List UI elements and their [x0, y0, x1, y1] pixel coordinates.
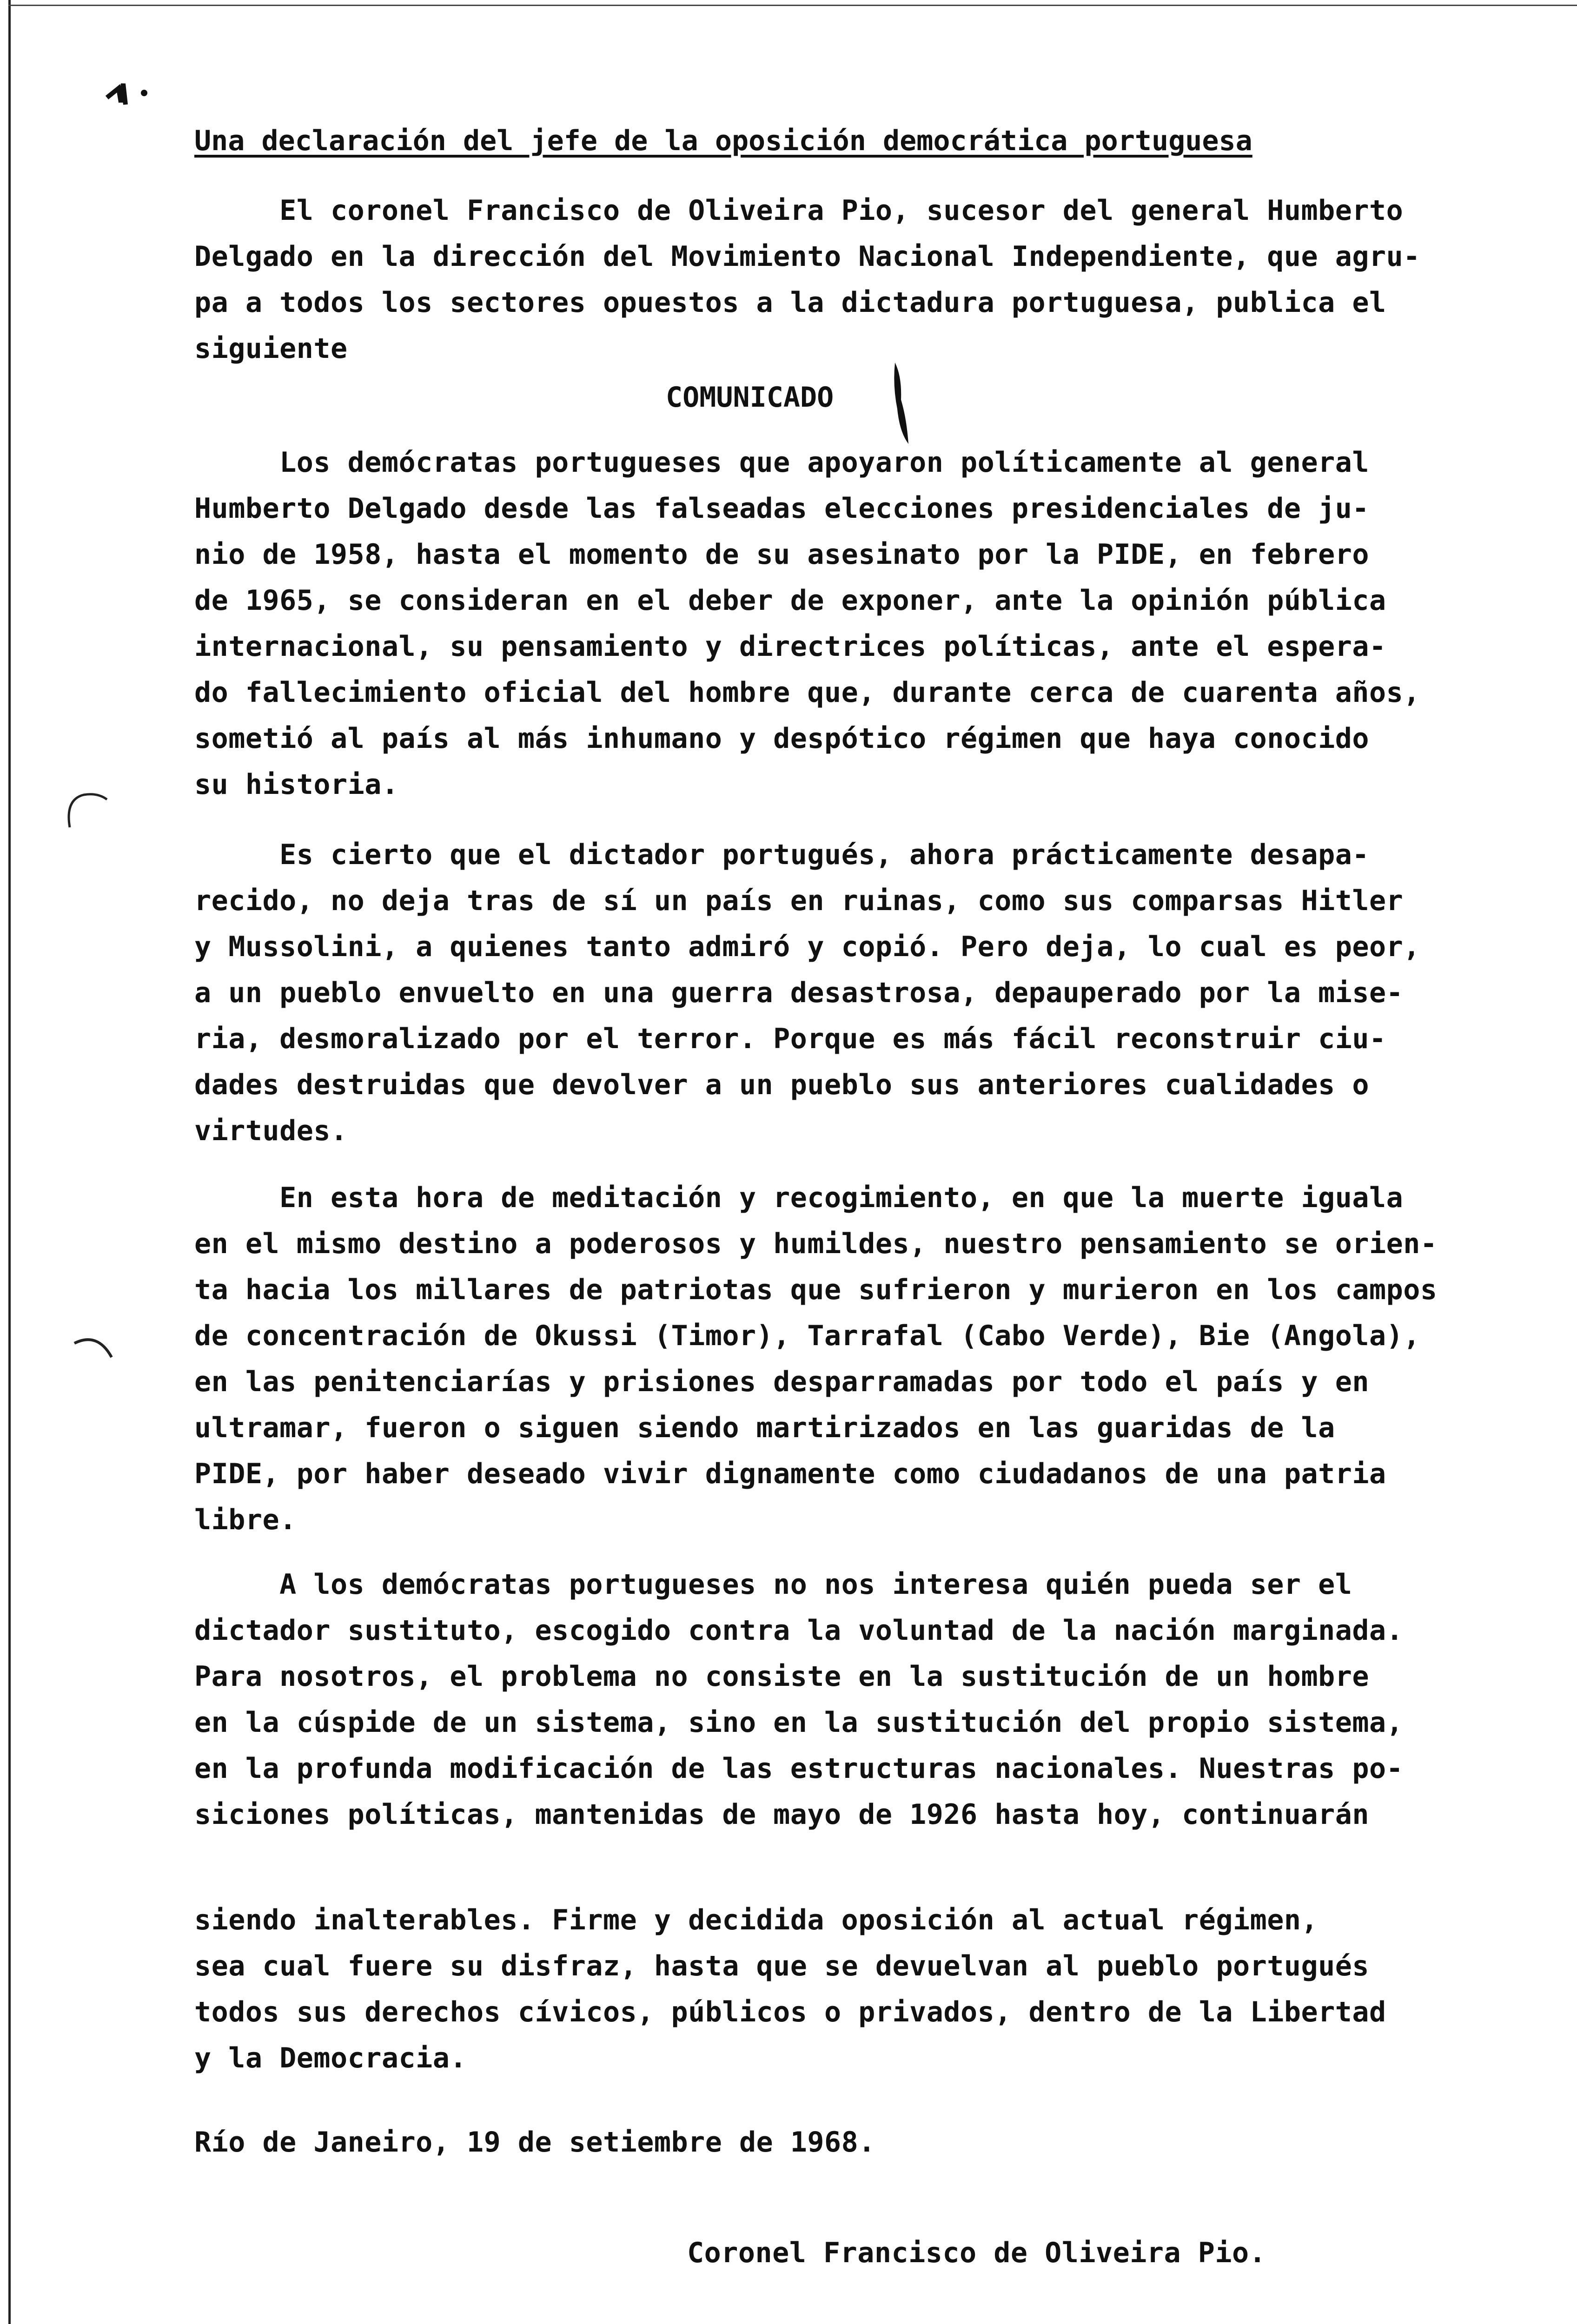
page-top-edge: [8, 5, 1577, 6]
paragraph-1: [194, 440, 1420, 808]
paragraph-line: ultramar, fueron o siguen siendo martirizados en las guaridas de la: [194, 1412, 1335, 1444]
paragraph-line: de 1965, se consideran en el deber de exponer, ante la opinión pública: [194, 584, 1386, 617]
paragraph-line: Es cierto que el dictador portugués, ahora prácticamente desapa-: [194, 838, 1369, 871]
page-left-edge: [8, 0, 11, 2324]
paragraph-line: Humberto Delgado desde las falseadas elecciones presidenciales de ju-: [194, 492, 1369, 525]
paragraph-line: do fallecimiento oficial del hombre que, durante cerca de cuarenta años,: [194, 676, 1420, 709]
paragraph-4: [194, 1562, 1403, 1838]
document-title: Una declaración del jefe de la oposición democrática portuguesa: [194, 125, 1252, 157]
corner-ink-mark: [98, 70, 167, 112]
paragraph-line: a un pueblo envuelto en una guerra desastrosa, depauperado por la mise-: [194, 977, 1404, 1009]
paragraph-line: A los demócratas portugueses no nos interesa quién pueda ser el: [194, 1568, 1352, 1601]
paragraph-line: su historia.: [194, 768, 399, 801]
paragraph-line: todos sus derechos cívicos, públicos o privados, dentro de la Libertad: [194, 1996, 1386, 2028]
paragraph-line: dictador sustituto, escogido contra la voluntad de la nación marginada.: [194, 1614, 1404, 1647]
margin-hole-mark-2: [70, 1329, 121, 1367]
intro-line: pa a todos los sectores opuestos a la dictadura portuguesa, publica el: [194, 286, 1386, 319]
paragraph-5: [194, 1897, 1386, 2081]
intro-paragraph: [194, 188, 1420, 372]
intro-line: El coronel Francisco de Oliveira Pio, sucesor del general Humberto: [194, 194, 1404, 227]
paragraph-line: en las penitenciarías y prisiones desparramadas por todo el país y en: [194, 1366, 1369, 1398]
communique-heading: COMUNICADO: [666, 381, 834, 414]
paragraph-line: dades destruidas que devolver a un pueblo sus anteriores cualidades o: [194, 1069, 1369, 1101]
paragraph-line: sea cual fuere su disfraz, hasta que se devuelvan al pueblo portugués: [194, 1950, 1369, 1982]
paragraph-line: ria, desmoralizado por el terror. Porque es más fácil reconstruir ciu-: [194, 1023, 1386, 1055]
paragraph-line: y la Democracia.: [194, 2042, 467, 2074]
paragraph-2: [194, 832, 1420, 1154]
paragraph-line: siendo inalterables. Firme y decidida oposición al actual régimen,: [194, 1904, 1319, 1936]
intro-line: siguiente: [194, 332, 348, 365]
paragraph-line: nio de 1958, hasta el momento de su asesinato por la PIDE, en febrero: [194, 538, 1369, 571]
paragraph-3: [194, 1175, 1437, 1543]
paragraph-line: Los demócratas portugueses que apoyaron políticamente al general: [194, 446, 1369, 479]
paragraph-line: internacional, su pensamiento y directrices políticas, ante el espera-: [194, 630, 1386, 663]
ink-blot-mark: [893, 363, 911, 446]
signature: Coronel Francisco de Oliveira Pio.: [687, 2237, 1266, 2269]
paragraph-line: sometió al país al más inhumano y despótico régimen que haya conocido: [194, 722, 1369, 755]
paragraph-line: virtudes.: [194, 1115, 348, 1147]
paragraph-line: en la profunda modificación de las estructuras nacionales. Nuestras po-: [194, 1752, 1404, 1785]
paragraph-line: siciones políticas, mantenidas de mayo de 1926 hasta hoy, continuarán: [194, 1798, 1369, 1831]
margin-hole-mark-1: [56, 781, 116, 832]
paragraph-line: ta hacia los millares de patriotas que sufrieron y murieron en los campos: [194, 1274, 1438, 1306]
paragraph-line: y Mussolini, a quienes tanto admiró y copió. Pero deja, lo cual es peor,: [194, 931, 1420, 963]
paragraph-line: de concentración de Okussi (Timor), Tarrafal (Cabo Verde), Bie (Angola),: [194, 1320, 1420, 1352]
paragraph-line: recido, no deja tras de sí un país en ruinas, como sus comparsas Hitler: [194, 885, 1404, 917]
intro-line: Delgado en la dirección del Movimiento Nacional Independiente, que agru-: [194, 240, 1420, 273]
dateline: Río de Janeiro, 19 de setiembre de 1968.: [194, 2126, 875, 2159]
paragraph-line: En esta hora de meditación y recogimiento, en que la muerte iguala: [194, 1182, 1404, 1214]
paragraph-line: en la cúspide de un sistema, sino en la sustitución del propio sistema,: [194, 1706, 1404, 1739]
paragraph-line: PIDE, por haber deseado vivir dignamente como ciudadanos de una patria: [194, 1458, 1386, 1490]
paragraph-line: Para nosotros, el problema no consiste en la sustitución de un hombre: [194, 1660, 1369, 1693]
paragraph-line: libre.: [194, 1504, 297, 1536]
paragraph-line: en el mismo destino a poderosos y humildes, nuestro pensamiento se orien-: [194, 1228, 1438, 1260]
